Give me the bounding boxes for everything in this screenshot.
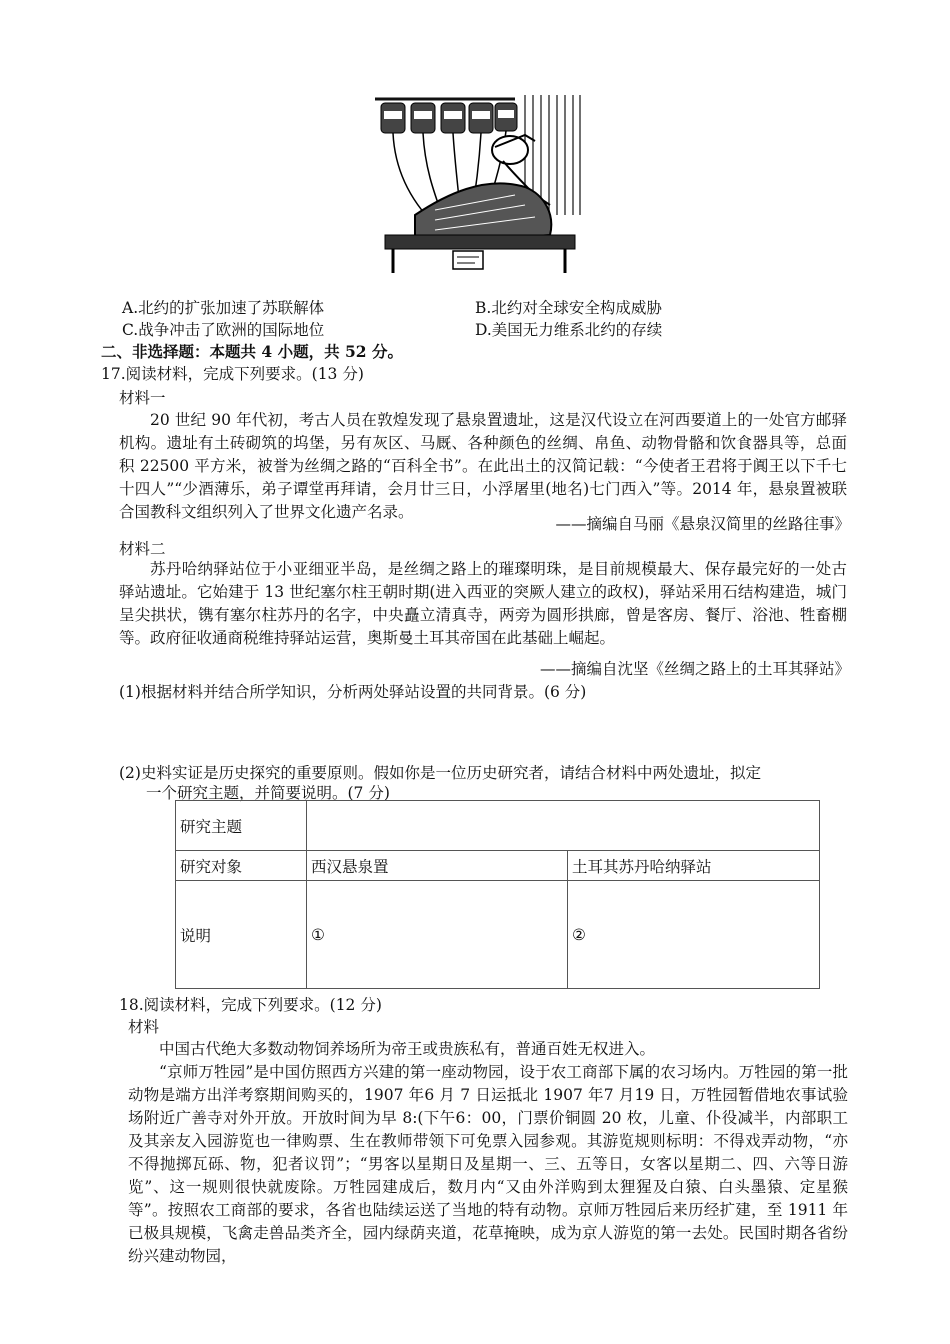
option-b: B.北约对全球安全构成威胁 — [475, 299, 662, 317]
q17-sub2-line1: (2)史料实证是历史探究的重要原则。假如你是一位历史研究者，请结合材料中两处遗址，拟定 — [119, 764, 761, 782]
research-topic-cell[interactable] — [307, 801, 820, 851]
research-object-1: 西汉悬泉置 — [307, 851, 568, 881]
q18-title: 18.阅读材料，完成下列要求。(12 分) — [119, 996, 382, 1014]
explanation-cell-2[interactable]: ② — [568, 881, 820, 989]
option-c: C.战争冲击了欧洲的国际地位 — [122, 321, 325, 339]
q17-sub1: (1)根据材料并结合所学知识，分析两处驿站设置的共同背景。(6 分) — [119, 683, 587, 701]
q17-material1-text — [119, 409, 847, 524]
q17-material1-source: ——摘编自马丽《悬泉汉简里的丝路往事》 — [555, 515, 850, 533]
option-d: D.美国无力维系北约的存续 — [475, 321, 663, 339]
cartoon-image — [375, 95, 582, 275]
q17-material1-paragraph: 20 世纪 90 年代初，考古人员在敦煌发现了悬泉置遗址，这是汉代设立在河西要道上的一处官方邮驿机构。遗址有土砖砌筑的坞堡，另有灰区、马厩、各种颜色的丝绸、帛鱼、动物骨骼和饮食器具等，总面积 22500 平方米，被誉为丝绸之路的“百科全书”。在此出土的汉简记载：“今使者王君将于阗王以下千七十四人”“少酒薄乐，弟子谭堂再拜请，会月廿三日，小浮屠里(地名)七门西入”等。2014 年，悬泉置被联合国教科文组织列入了世界文化遗产名录。 — [119, 411, 847, 521]
research-table — [175, 800, 820, 989]
q18-paragraph-2: “京师万牲园”是中国仿照西方兴建的第一座动物园，设于农工商部下属的农习场内。万牲园的第一批动物是端方出洋考察期间购买的，1907 年6 月 7 日运抵北 1907 年7 月19 日，万牲园暂借地农事试验场附近广善寺对外开放。开放时间为早 8:(下午6：00，门票价铜圆 20 枚，儿童、仆役减半，内部职工及其亲友入园游览也一律购票、生在教师带领下可免票入园参观。其游览规则标明：不得戏弄动物，“亦不得抛掷瓦砾、物，犯者议罚”；“男客以星期日及星期一、三、五等日，女客以星期二、四、六等日游览”、这一规则很快就废除。万牲园建成后，数月内“又由外洋购到太狸猩及白猿、白头墨猿、定星猴等”。按照农工商部的要求，各省也陆续运送了当地的特有动物。京师万牲园后来历经扩建，至 1911 年已极具规模，飞禽走兽品类齐全，园内绿荫夹道，花草掩映，成为京人游览的第一去处。民国时期各省纷纷兴建动物园， — [128, 1063, 848, 1265]
q17-material1-label: 材料一 — [119, 389, 166, 407]
section-heading: 二、非选择题：本题共 4 小题，共 52 分。 — [101, 342, 403, 361]
research-object-2: 土耳其苏丹哈纳驿站 — [568, 851, 820, 881]
option-a: A.北约的扩张加速了苏联解体 — [122, 299, 325, 317]
q17-material2-source: ——摘编自沈坚《丝绸之路上的土耳其驿站》 — [539, 660, 850, 678]
explanation-label: 说明 — [176, 881, 307, 989]
q17-title: 17.阅读材料，完成下列要求。(13 分) — [101, 365, 364, 383]
q17-material2-text — [119, 558, 847, 650]
research-topic-label: 研究主题 — [176, 801, 307, 851]
explanation-cell-1[interactable]: ① — [307, 881, 568, 989]
q17-sub2-line2: 一个研究主题，并简要说明。(7 分) — [146, 784, 390, 802]
bedside-sign — [453, 251, 483, 269]
q17-material2-label: 材料二 — [119, 540, 166, 558]
q18-material-text — [128, 1038, 848, 1268]
q17-material2-paragraph: 苏丹哈纳驿站位于小亚细亚半岛，是丝绸之路上的璀璨明珠，是目前规模最大、保存最完好的一处古驿站遗址。它始建于 13 世纪塞尔柱王朝时期(进入西亚的突厥人建立的政权)，驿站采用石结构建造，城门呈尖拱状，镌有塞尔柱苏丹的名字，中央矗立清真寺，两旁为圆形拱廊，曾是客房、餐厅、浴池、牲畜棚等。政府征收通商税维持驿站运营，奥斯曼土耳其帝国在此基础上崛起。 — [119, 560, 847, 647]
research-object-label: 研究对象 — [176, 851, 307, 881]
q18-paragraph-1: 中国古代绝大多数动物饲养场所为帝王或贵族私有，普通百姓无权进入。 — [159, 1040, 656, 1058]
q18-material-label: 材料 — [128, 1018, 160, 1036]
